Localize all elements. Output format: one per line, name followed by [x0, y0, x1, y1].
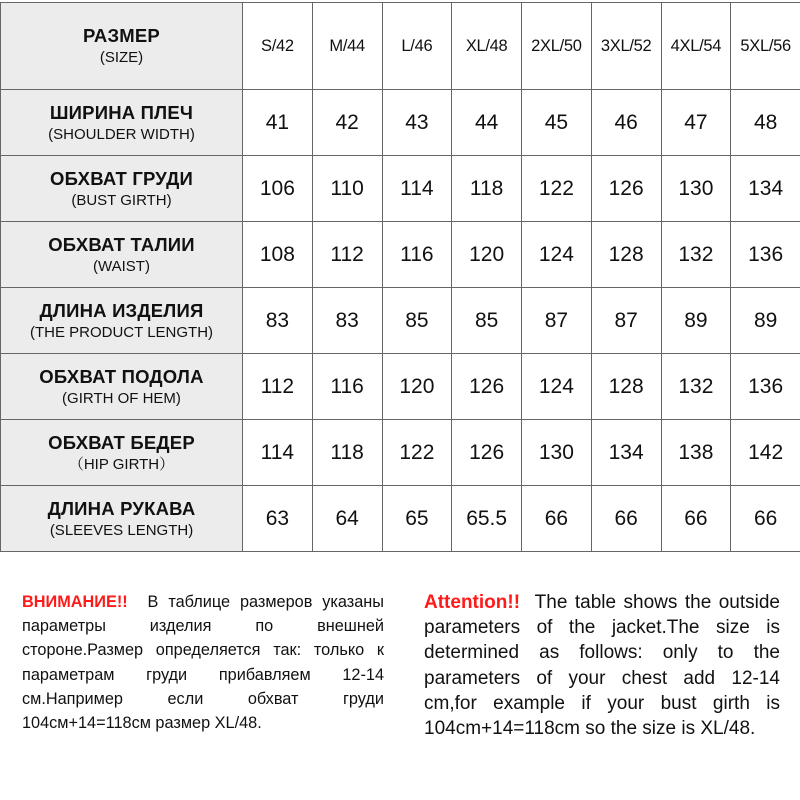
- row-label-ru: ОБХВАТ ТАЛИИ: [48, 233, 195, 255]
- row-label-en: (BUST GIRTH): [71, 191, 172, 209]
- value-cell: 43: [382, 90, 452, 156]
- header-row: [1, 3, 800, 90]
- value-cell: 122: [382, 420, 452, 486]
- size-table: [0, 2, 800, 552]
- value-cell: 134: [591, 420, 661, 486]
- row-label-en: (GIRTH OF HEM): [62, 389, 181, 407]
- value-cell: 126: [452, 354, 522, 420]
- value-cell: 114: [243, 420, 313, 486]
- value-cell: 122: [522, 156, 592, 222]
- row-label-en: （HIP GIRTH）: [68, 455, 175, 473]
- value-cell: 130: [522, 420, 592, 486]
- row-label-cell: [1, 354, 243, 420]
- note-russian: [22, 590, 384, 735]
- row-label-en: (WAIST): [93, 257, 150, 275]
- value-cell: 65.5: [452, 486, 522, 552]
- table-row: [1, 354, 800, 420]
- value-cell: 63: [243, 486, 313, 552]
- value-cell: 126: [452, 420, 522, 486]
- value-cell: 114: [382, 156, 452, 222]
- value-cell: 138: [661, 420, 731, 486]
- row-label-cell: [1, 288, 243, 354]
- value-cell: 112: [243, 354, 313, 420]
- value-cell: 120: [452, 222, 522, 288]
- value-cell: 66: [522, 486, 592, 552]
- value-cell: 142: [731, 420, 800, 486]
- value-cell: 87: [591, 288, 661, 354]
- size-header: 4XL/54: [661, 3, 731, 90]
- row-label-cell: [1, 222, 243, 288]
- value-cell: 116: [382, 222, 452, 288]
- size-header: 5XL/56: [731, 3, 800, 90]
- value-cell: 45: [522, 90, 592, 156]
- size-header: S/42: [243, 3, 313, 90]
- table-row: [1, 288, 800, 354]
- value-cell: 136: [731, 354, 800, 420]
- value-cell: 66: [661, 486, 731, 552]
- row-label-ru: ШИРИНА ПЛЕЧ: [49, 101, 194, 123]
- value-cell: 132: [661, 222, 731, 288]
- value-cell: 136: [731, 222, 800, 288]
- value-cell: 132: [661, 354, 731, 420]
- note-text-ru: В таблице размеров указаны параметры изделия по внешней стороне.Размер определяется так: только к параметрам груди прибавляем 12-14 см.Например если обхват груди 104см+14=118см размер XL/48.: [22, 593, 384, 733]
- row-label-en: (SLEEVES LENGTH): [49, 521, 194, 539]
- row-label-en: (SHOULDER WIDTH): [48, 125, 195, 143]
- value-cell: 42: [312, 90, 382, 156]
- value-cell: 128: [591, 354, 661, 420]
- value-cell: 66: [731, 486, 800, 552]
- table-row: [1, 222, 800, 288]
- table-row: [1, 90, 800, 156]
- value-cell: 118: [452, 156, 522, 222]
- value-cell: 112: [312, 222, 382, 288]
- size-label-cell: [1, 3, 243, 90]
- value-cell: 48: [731, 90, 800, 156]
- size-header: 3XL/52: [591, 3, 661, 90]
- value-cell: 124: [522, 354, 592, 420]
- notes-section: [0, 590, 800, 800]
- size-label-ru: РАЗМЕР: [83, 25, 160, 47]
- value-cell: 66: [591, 486, 661, 552]
- value-cell: 118: [312, 420, 382, 486]
- value-cell: 108: [243, 222, 313, 288]
- value-cell: 128: [591, 222, 661, 288]
- size-header: 2XL/50: [522, 3, 592, 90]
- value-cell: 89: [731, 288, 800, 354]
- table-row: [1, 156, 800, 222]
- row-label-ru: ОБХВАТ ГРУДИ: [50, 167, 193, 189]
- value-cell: 46: [591, 90, 661, 156]
- row-label-cell: [1, 90, 243, 156]
- value-cell: 134: [731, 156, 800, 222]
- value-cell: 47: [661, 90, 731, 156]
- size-header: M/44: [312, 3, 382, 90]
- value-cell: 64: [312, 486, 382, 552]
- value-cell: 85: [382, 288, 452, 354]
- value-cell: 130: [661, 156, 731, 222]
- table-row: [1, 420, 800, 486]
- row-label-cell: [1, 420, 243, 486]
- size-header: XL/48: [452, 3, 522, 90]
- note-english: [424, 590, 780, 741]
- value-cell: 89: [661, 288, 731, 354]
- size-label-en: (SIZE): [99, 49, 144, 67]
- value-cell: 41: [243, 90, 313, 156]
- row-label-cell: [1, 156, 243, 222]
- value-cell: 110: [312, 156, 382, 222]
- value-cell: 44: [452, 90, 522, 156]
- row-label-cell: [1, 486, 243, 552]
- row-label-ru: ДЛИНА ИЗДЕЛИЯ: [39, 299, 204, 321]
- value-cell: 87: [522, 288, 592, 354]
- row-label-ru: ОБХВАТ ПОДОЛА: [39, 365, 204, 387]
- value-cell: 116: [312, 354, 382, 420]
- attention-title-ru: ВНИМАНИЕ!!: [22, 593, 128, 611]
- row-label-en: (THE PRODUCT LENGTH): [29, 323, 214, 341]
- value-cell: 120: [382, 354, 452, 420]
- value-cell: 126: [591, 156, 661, 222]
- row-label-ru: ОБХВАТ БЕДЕР: [48, 431, 195, 453]
- value-cell: 65: [382, 486, 452, 552]
- value-cell: 85: [452, 288, 522, 354]
- row-label-ru: ДЛИНА РУКАВА: [47, 497, 196, 519]
- value-cell: 124: [522, 222, 592, 288]
- value-cell: 106: [243, 156, 313, 222]
- note-text-en: The table shows the outside parameters of the jacket.The size is determined as follows: only to the parameters of your chest add 12-14 cm,for example if your bust girth is 104cm+14=118cm so the size is XL/48.: [424, 592, 781, 740]
- value-cell: 83: [312, 288, 382, 354]
- table-row: [1, 486, 800, 552]
- attention-title-en: Attention!!: [424, 592, 521, 613]
- value-cell: 83: [243, 288, 313, 354]
- size-header: L/46: [382, 3, 452, 90]
